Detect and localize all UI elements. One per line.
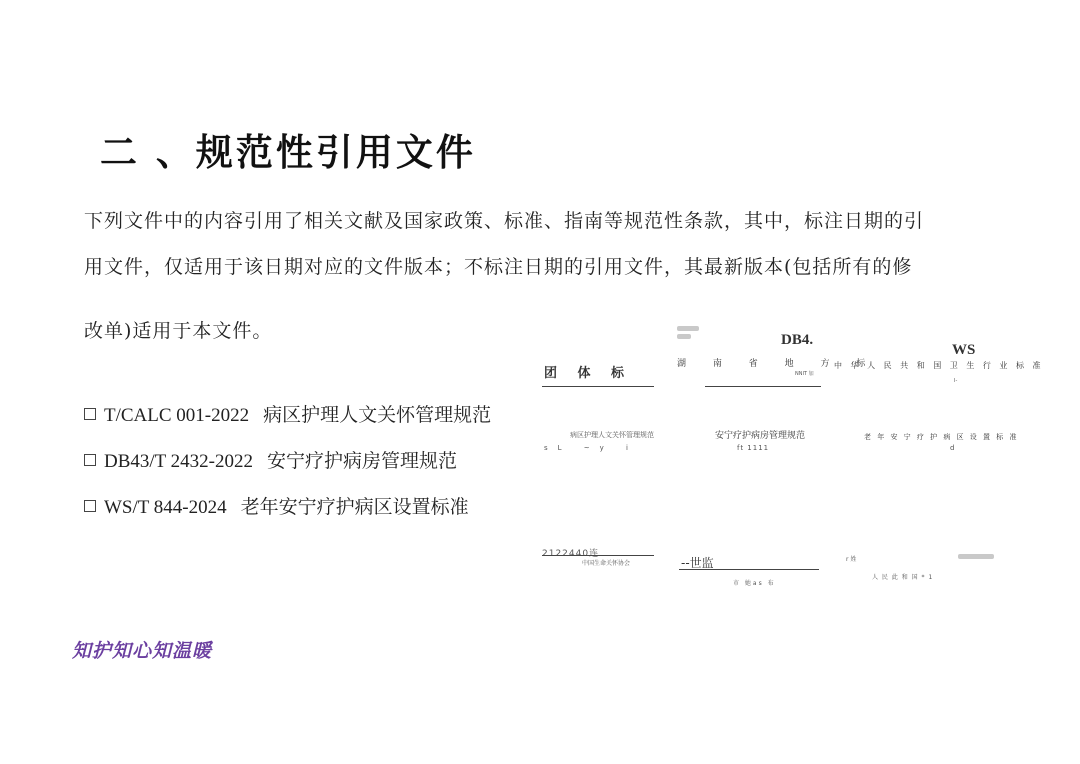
cover-rule <box>542 386 654 387</box>
cover-code: DB4. <box>781 332 814 348</box>
reference-code: DB43/T 2432-2022 <box>104 451 254 472</box>
cover-std-title: 安宁疗护病房管理规范 <box>715 431 806 441</box>
cover-org: 中 华 人 民 共 和 国 卫 生 行 业 标 准 <box>834 361 1044 370</box>
cover-marks: ft 1111 <box>737 444 770 452</box>
reference-title: 安宁疗护病房管理规范 <box>267 450 458 472</box>
checkbox-icon <box>84 454 96 466</box>
cover-footer: 人 民 此 和 国 * 1 <box>872 574 934 581</box>
cover-number: 2122440连 <box>542 549 600 559</box>
reference-code: T/CALC 001-2022 <box>104 405 250 426</box>
cover-footer: 市 她as 布 <box>733 580 776 587</box>
cover-rule <box>679 569 819 570</box>
reference-item <box>84 492 469 519</box>
ws-standard-cover <box>830 322 1044 598</box>
cover-seal: --世监 <box>681 556 714 570</box>
checkbox-icon <box>84 500 96 512</box>
cover-sub: NNIT 加 <box>795 371 814 377</box>
cover-mark: r 姓 <box>846 556 857 563</box>
cover-code: WS <box>952 342 976 358</box>
section-heading: 二 、规范性引用文件 <box>100 131 476 174</box>
cover-org: 湖 南 省 地 方 标 <box>677 359 878 369</box>
checkbox-icon <box>84 408 96 420</box>
intro-line-2: 用文件，仅适用于该日期对应的文件版本；不标注日期的引用文件，其最新版本(包括所有的修 <box>84 256 913 278</box>
intro-line-3: 改单)适用于本文件。 <box>84 320 273 342</box>
reference-title: 病区护理人文关怀管理规范 <box>263 404 492 426</box>
cover-mark: I- <box>954 378 958 384</box>
cover-std-title: 病区护理人文关怀管理规范 <box>570 431 654 439</box>
cover-issuer: 中国生命关怀协会 <box>582 560 631 567</box>
cover-rule <box>542 555 654 556</box>
footer-slogan: 知护知心知温暖 <box>72 640 213 662</box>
blurred-text <box>677 334 691 339</box>
blurred-text <box>958 554 994 559</box>
intro-line-1: 下列文件中的内容引用了相关文献及国家政策、标准、指南等规范性条款，其中，标注日期的引 <box>84 210 925 232</box>
cover-mark: d <box>950 444 955 452</box>
cover-marks: sL ~y i <box>544 444 638 452</box>
cover-std-title: 老 年 安 宁 疗 护 病 区 设 置 标 准 <box>864 433 1019 441</box>
cover-rule <box>705 386 821 387</box>
cover-org: 团 体 标 <box>544 366 633 381</box>
blurred-text <box>677 326 699 331</box>
reference-title: 老年安宁疗护病区设置标准 <box>240 496 469 518</box>
reference-code: WS/T 844-2024 <box>104 497 227 518</box>
reference-item <box>84 446 457 473</box>
group-standard-cover <box>540 322 660 598</box>
reference-item <box>84 400 491 427</box>
